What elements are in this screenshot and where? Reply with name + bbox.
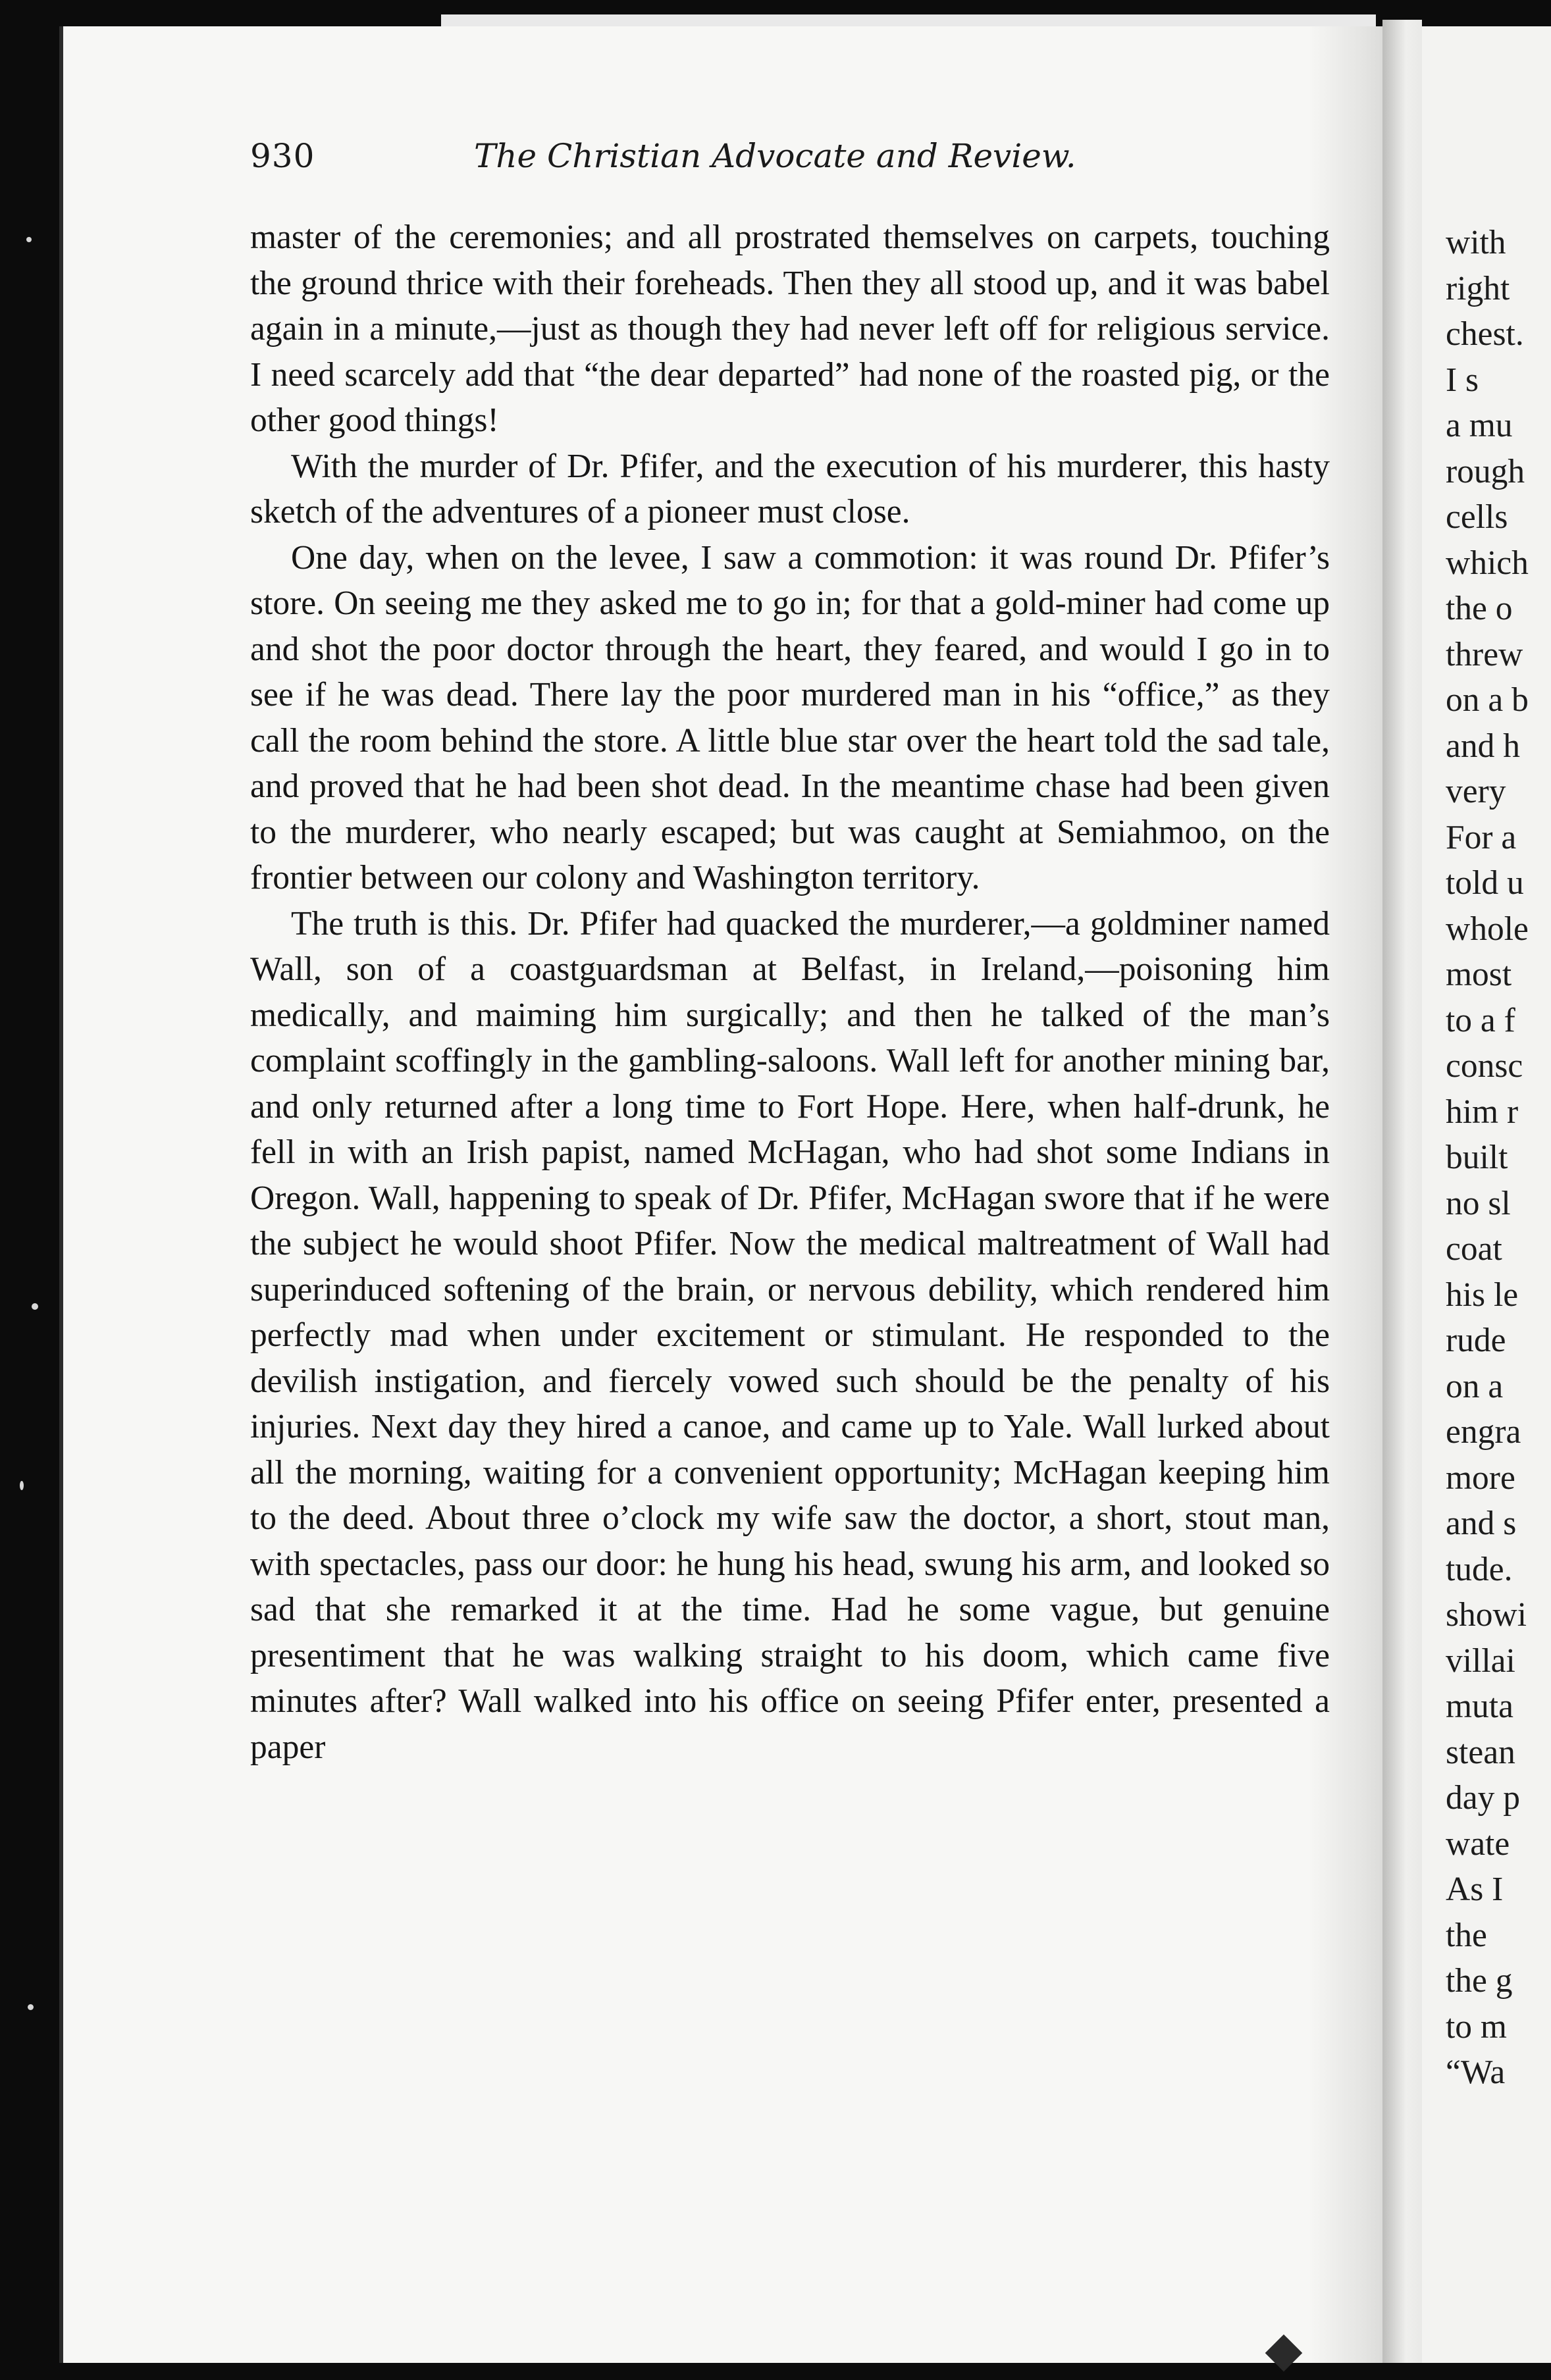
facing-line: the o: [1446, 590, 1513, 627]
journal-title: The Christian Advocate and Review.: [474, 137, 1076, 175]
facing-line: coat: [1446, 1230, 1502, 1268]
running-head: [250, 137, 1336, 179]
facing-line: more: [1446, 1459, 1515, 1497]
facing-line: tude.: [1446, 1550, 1513, 1588]
facing-line: the g: [1446, 1962, 1513, 2000]
facing-line: rough: [1446, 452, 1525, 490]
facing-line: to a f: [1446, 1001, 1515, 1039]
facing-line: which: [1446, 544, 1529, 582]
facing-line: showi: [1446, 1596, 1527, 1634]
facing-line: cells: [1446, 498, 1508, 536]
body-text-column: [250, 215, 1330, 1770]
facing-line: I s: [1446, 361, 1479, 399]
facing-line: and s: [1446, 1505, 1517, 1542]
facing-line: built: [1446, 1139, 1508, 1176]
scan-speck: [32, 1303, 38, 1310]
facing-line: muta: [1446, 1688, 1513, 1725]
facing-page-text: [1446, 220, 1551, 2096]
facing-line: his le: [1446, 1276, 1519, 1314]
facing-line: with: [1446, 224, 1506, 261]
paragraph: master of the ceremonies; and all prostrated themselves on carpets, touching the ground thrice with their foreheads. Then they all stood up, and it was babel again in a minute,—just as though they had never left off for religious service. I need scarcely add that “the dear departed” had none of the roasted pig, or the other good things!: [250, 219, 1330, 439]
facing-line: As I: [1446, 1871, 1504, 1908]
facing-line: very: [1446, 773, 1506, 810]
facing-line: told u: [1446, 864, 1524, 902]
facing-line: on a: [1446, 1367, 1504, 1405]
facing-line: a mu: [1446, 407, 1513, 444]
scan-speck: [26, 237, 32, 242]
facing-line: chest.: [1446, 315, 1524, 353]
facing-line: threw: [1446, 635, 1523, 673]
paragraph: The truth is this. Dr. Pfifer had quacked the murderer,—a goldminer named Wall, son of a coastguardsman at Belfast, in Ireland,—poisoning him medically, and maiming him surgically; and then he talked of the man’s complaint scoffingly in the gambling-saloons. Wall left for another mining bar, and only returned after a long time to Fort Hope. Here, when half-drunk, he fell in with an Irish papist, named McHagan, who had shot some Indians in Oregon. Wall, happening to speak of Dr. Pfifer, McHagan swore that if he were the subject he would shoot Pfifer. Now the medical maltreatment of Wall had superinduced softening of the brain, or nervous debility, which rendered him perfectly mad when under excitement or stimulant. He responded to the devilish instigation, and fiercely vowed such should be the penalty of his injuries. Next day they hired a canoe, and came up to Yale. Wall lurked about all the morning, waiting for a convenient opportunity; McHagan keeping him to the deed. About three o’clock my wife saw the doctor, a short, stout man, with spectacles, pass our door: he hung his head, swung his arm, and looked so sad that she remarked it at the time. Had he some vague, but genuine presentiment that he was walking straight to his doom, which came five minutes after? Wall walked into his office on seeing Pfifer enter, presented a paper: [250, 904, 1330, 1766]
scan-speck: [28, 2004, 34, 2010]
facing-line: the: [1446, 1916, 1487, 1954]
scan-speck: [20, 1481, 24, 1490]
facing-line: most: [1446, 956, 1512, 993]
facing-line: consc: [1446, 1047, 1523, 1085]
facing-line: on a b: [1446, 681, 1529, 719]
facing-line: engra: [1446, 1413, 1521, 1451]
facing-line: no sl: [1446, 1184, 1511, 1222]
facing-line: villai: [1446, 1642, 1515, 1680]
facing-line: stean: [1446, 1733, 1515, 1771]
facing-line: him r: [1446, 1093, 1519, 1131]
facing-line: “Wa: [1446, 2054, 1506, 2091]
paragraph: One day, when on the levee, I saw a commotion: it was round Dr. Pfifer’s store. On seeing me they asked me to go in; for that a gold-miner had come up and shot the poor doctor through the heart, they feared, and would I go in to see if he was dead. There lay the poor murdered man in his “office,” as they call the room behind the store. A little blue star over the heart told the sad tale, and proved that he had been shot dead. In the meantime chase had been given to the murderer, who nearly escaped; but was caught at Semiahmoo, on the frontier between our colony and Washington territory.: [250, 538, 1330, 896]
facing-line: day p: [1446, 1779, 1520, 1817]
book-gutter: [1382, 20, 1422, 2363]
facing-line: wate: [1446, 1824, 1510, 1863]
facing-line: right: [1446, 269, 1510, 307]
facing-line: and h: [1446, 727, 1520, 765]
paragraph: With the murder of Dr. Pfifer, and the execution of his murderer, this hasty sketch of the adventures of a pioneer must close.: [250, 447, 1330, 530]
facing-line: rude: [1446, 1322, 1506, 1359]
facing-line: For a: [1446, 818, 1517, 856]
facing-line: to m: [1446, 2007, 1507, 2046]
page-number: 930: [250, 137, 315, 175]
facing-line: whole: [1446, 910, 1529, 948]
